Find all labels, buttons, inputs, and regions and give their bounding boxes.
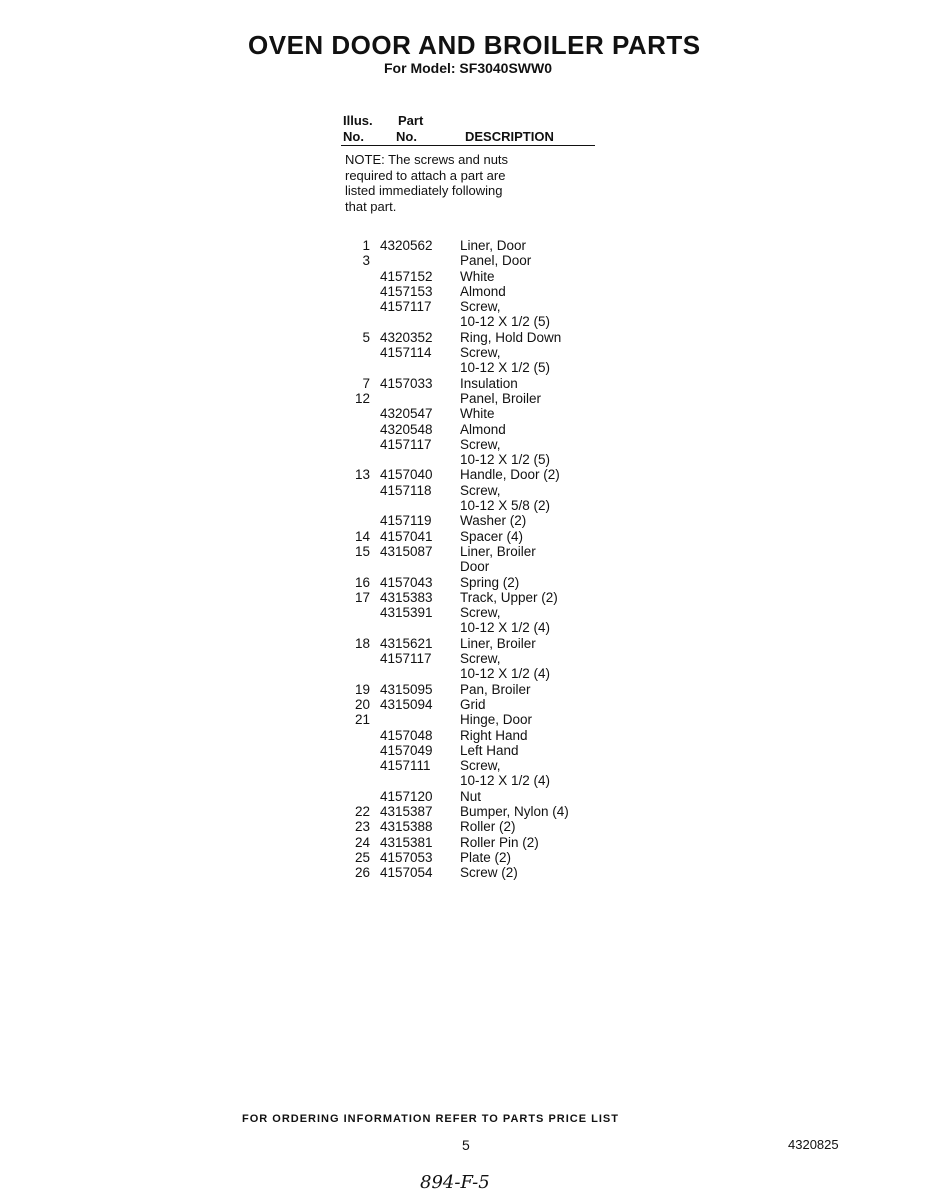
part-number	[370, 253, 460, 268]
illus-number	[340, 513, 370, 528]
page-title: OVEN DOOR AND BROILER PARTS	[248, 30, 701, 60]
part-row	[340, 529, 620, 544]
illus-number: 12	[354, 390, 370, 406]
illus-number: 20	[354, 696, 370, 712]
part-number: 4157117	[380, 651, 432, 667]
parts-list	[340, 238, 620, 880]
part-description: Screw, 10-12 X 1/2 (5)	[460, 299, 551, 330]
part-description: Track, Upper (2)	[460, 589, 558, 605]
part-number: 4315387	[380, 803, 433, 819]
part-row	[340, 483, 620, 514]
part-description: Screw, 10-12 X 5/8 (2)	[460, 482, 551, 514]
part-number: 4157153	[380, 283, 433, 299]
part-row	[340, 284, 620, 299]
part-row	[340, 590, 620, 605]
part-description: Panel, Door	[460, 253, 532, 269]
illus-number	[340, 789, 370, 804]
part-number: 4320352	[380, 329, 433, 345]
part-row	[340, 376, 620, 391]
part-number: 4320547	[380, 406, 433, 422]
part-number: 4157117	[380, 299, 432, 315]
part-description: Insulation	[460, 375, 518, 391]
part-row	[340, 513, 620, 528]
part-description: Ring, Hold Down	[460, 329, 562, 345]
part-description: Pan, Broiler	[460, 681, 531, 697]
illus-number	[340, 299, 370, 330]
part-description: Screw, 10-12 X 1/2 (4)	[460, 758, 551, 789]
part-row	[340, 238, 620, 253]
part-row	[340, 712, 620, 727]
part-number: 4315383	[380, 589, 433, 605]
part-description: Plate (2)	[460, 849, 512, 865]
illus-number: 14	[354, 528, 370, 544]
illus-number: 23	[354, 819, 370, 835]
part-number: 4157111	[380, 758, 431, 774]
part-row	[340, 253, 620, 268]
part-number: 4157041	[380, 528, 433, 544]
illus-number: 13	[354, 467, 370, 483]
illus-number: 18	[354, 635, 370, 651]
part-number: 4320562	[380, 238, 433, 253]
illus-number: 21	[354, 712, 370, 728]
header-part-top: Part	[398, 113, 424, 128]
part-row	[340, 330, 620, 345]
part-number: 4157048	[380, 727, 433, 743]
header-underline	[341, 145, 595, 146]
part-number: 4315094	[380, 696, 433, 712]
illus-number	[340, 728, 370, 743]
illus-number: 24	[354, 834, 370, 850]
illus-number: 7	[362, 375, 370, 391]
part-row	[340, 758, 620, 789]
part-number: 4157114	[380, 345, 432, 361]
part-row	[340, 437, 620, 468]
part-number	[370, 712, 460, 727]
assembly-note: NOTE: The screws and nuts required to attach a part are listed immediately following that part.	[345, 152, 509, 214]
part-number: 4157040	[380, 467, 433, 483]
part-description: White	[460, 268, 495, 284]
illus-number	[340, 345, 370, 376]
part-description: Spring (2)	[460, 574, 520, 590]
model-subtitle: For Model: SF3040SWW0	[384, 60, 553, 76]
part-row	[340, 575, 620, 590]
page-number: 5	[462, 1137, 470, 1153]
part-number: 4315388	[380, 819, 433, 835]
part-description: Liner, Broiler Door	[460, 543, 536, 575]
part-row	[340, 269, 620, 284]
part-number: 4157033	[380, 375, 433, 391]
part-number: 4320548	[380, 421, 433, 437]
part-description: Grid	[460, 696, 486, 712]
illus-number	[340, 422, 370, 437]
part-description: Bumper, Nylon (4)	[460, 803, 569, 819]
part-number: 4157119	[380, 513, 432, 529]
part-description: Panel, Broiler	[460, 390, 542, 406]
part-description: Screw, 10-12 X 1/2 (5)	[460, 345, 551, 376]
illus-number: 25	[354, 849, 370, 865]
illus-number: 22	[354, 803, 370, 819]
part-row	[340, 682, 620, 697]
illus-number	[340, 269, 370, 284]
illus-number: 5	[362, 329, 370, 345]
part-description: Right Hand	[460, 727, 528, 743]
part-row	[340, 467, 620, 482]
ordering-footer: FOR ORDERING INFORMATION REFER TO PARTS PRICE LIST	[242, 1113, 619, 1125]
part-description: Handle, Door (2)	[460, 467, 560, 483]
illus-number	[340, 406, 370, 421]
part-number	[370, 391, 460, 406]
handwritten-note: 894-F-5	[420, 1172, 490, 1193]
illus-number	[340, 651, 370, 682]
document-number: 4320825	[788, 1137, 839, 1152]
part-description: Liner, Broiler	[460, 635, 536, 651]
part-row	[340, 345, 620, 376]
part-row	[340, 391, 620, 406]
part-number: 4157054	[380, 865, 433, 881]
illus-number: 3	[362, 253, 370, 269]
part-description: Screw, 10-12 X 1/2 (5)	[460, 436, 551, 468]
illus-number: 19	[354, 681, 370, 697]
illus-number	[340, 284, 370, 299]
illus-number: 1	[362, 238, 370, 253]
part-number: 4157120	[380, 788, 433, 804]
part-row	[340, 850, 620, 865]
part-number: 4157043	[380, 574, 433, 590]
part-number: 4315087	[380, 543, 433, 559]
illus-number	[340, 483, 370, 514]
part-number: 4315095	[380, 681, 433, 697]
part-number: 4157053	[380, 849, 433, 865]
part-number: 4315391	[380, 605, 433, 621]
part-description: Left Hand	[460, 742, 519, 758]
part-number: 4157152	[380, 268, 433, 284]
part-description: Screw (2)	[460, 865, 518, 881]
header-illus-bottom: No.	[343, 129, 364, 144]
illus-number: 16	[354, 574, 370, 590]
part-description: Screw, 10-12 X 1/2 (4)	[460, 605, 551, 636]
part-row	[340, 743, 620, 758]
part-description: White	[460, 406, 495, 422]
part-description: Almond	[460, 421, 506, 437]
illus-number	[340, 743, 370, 758]
illus-number	[340, 758, 370, 789]
part-description: Hinge, Door	[460, 712, 533, 728]
part-row	[340, 728, 620, 743]
part-number: 4315621	[380, 635, 433, 651]
header-part-bottom: No.	[396, 129, 417, 144]
part-number: 4315381	[380, 834, 433, 850]
part-row	[340, 605, 620, 636]
part-row	[340, 804, 620, 819]
part-row	[340, 636, 620, 651]
part-description: Almond	[460, 283, 506, 299]
part-description: Washer (2)	[460, 513, 527, 529]
part-description: Screw, 10-12 X 1/2 (4)	[460, 651, 551, 682]
part-row	[340, 789, 620, 804]
part-description: Nut	[460, 788, 482, 804]
part-row	[340, 299, 620, 330]
illus-number	[340, 437, 370, 468]
part-row	[340, 697, 620, 712]
part-number: 4157117	[380, 436, 432, 452]
part-row	[340, 651, 620, 682]
header-description: DESCRIPTION	[465, 129, 554, 144]
part-row	[340, 544, 620, 575]
illus-number: 15	[354, 543, 370, 559]
part-number: 4157118	[380, 482, 432, 498]
part-row	[340, 406, 620, 421]
part-description: Liner, Door	[460, 238, 527, 253]
part-row	[340, 835, 620, 850]
part-description: Roller (2)	[460, 819, 516, 835]
part-number: 4157049	[380, 742, 433, 758]
part-description: Roller Pin (2)	[460, 834, 539, 850]
part-row	[340, 819, 620, 834]
part-description: Spacer (4)	[460, 528, 524, 544]
header-illus-top: Illus.	[343, 113, 373, 128]
illus-number: 26	[354, 865, 370, 881]
illus-number	[340, 605, 370, 636]
part-row	[340, 865, 620, 880]
part-row	[340, 422, 620, 437]
illus-number: 17	[354, 589, 370, 605]
